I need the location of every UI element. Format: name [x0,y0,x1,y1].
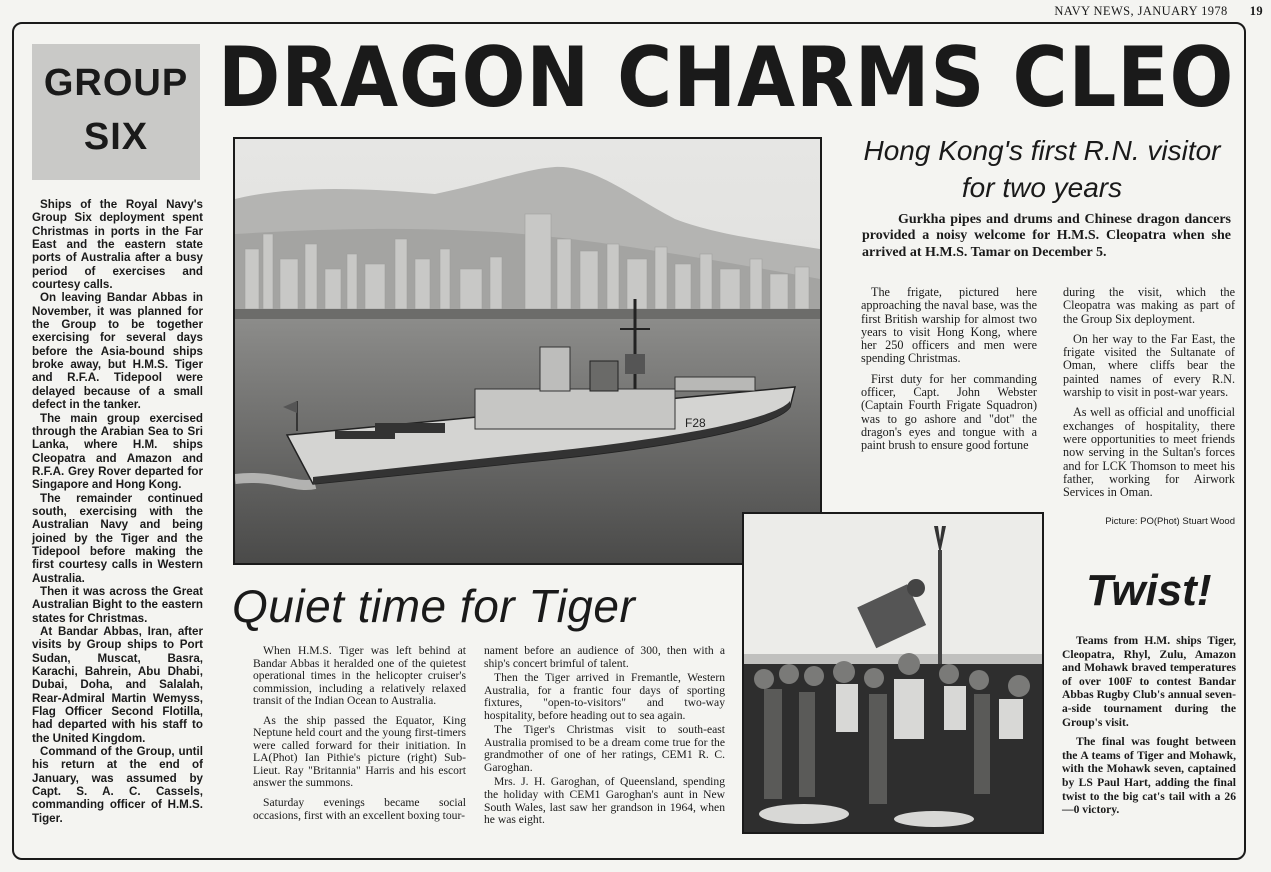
page-number: 19 [1249,4,1263,18]
paragraph: Teams from H.M. ships Tiger, Cleopatra, Rhyl, Zulu, Amazon and Mohawk braved temperatures of over 100F to contest Bandar Abbas Rugby Club's annual seven-a-side tournament during the Group's visit. [1062,634,1236,729]
paragraph: Saturday evenings became social occasions, first with an excellent boxing tour- [253,796,466,822]
paragraph: Then the Tiger arrived in Fremantle, Western Australia, for a frantic four days of sporting fixtures, "open-to-visitors" and two-way hospitality, before heading out to sea again. [484,671,725,722]
twist-column [1062,634,1236,823]
paragraph: during the visit, which the Cleopatra was making as part of the Group Six deployment. [1063,285,1235,326]
cleo-column-1 [861,286,1037,460]
paragraph: The main group exercised through the Arabian Sea to Sri Lanka, where H.M. ships Cleopatra and Amazon and R.F.A. Grey Rover departed for Singapore and Hong Kong. [32,411,203,492]
paragraph: At Bandar Abbas, Iran, after visits by Group ships to Port Sudan, Muscat, Basra, Karachi, Bahrein, Abu Dhabi, Dubai, Doha, and Salalah, Rear-Admiral Martin Wemyss, Flag Officer Second Flotilla, had departed with his staff to the United Kingdom. [32,625,203,745]
paragraph: As well as official and unofficial exchanges of hospitality, there were opportunities to meet friends now serving in the Sultan's forces and for LCK Thomson to meet his father, working for Airwork Services in Oman. [1063,405,1235,500]
photo-credit: Picture: PO(Phot) Stuart Wood [1105,516,1235,527]
paragraph: As the ship passed the Equator, King Neptune held court and the young first-timers were called forward for their initiation. In LA(Phot) Ian Pithie's picture (right) Sub-Lieut. Ray "Britannia" Harris and his escort answer the summons. [253,713,466,790]
main-headline: DRAGON CHARMS CLEO [218,29,1235,126]
paragraph: Ships of the Royal Navy's Group Six deployment spent Christmas in ports in the Far East and the eastern state ports of Australia after a busy period of exercises and courtesy calls. [32,198,203,292]
paragraph: Mrs. J. H. Garoghan, of Queensland, spending the holiday with CEM1 Garoghan's aunt in New South Wales, last saw her grandson in 1964, when he was eight. [484,775,725,827]
paragraph: First duty for her commanding officer, Capt. John Webster (Captain Fourth Frigate Squadron) was to go ashore and "dot" the dragon's eyes and tongue with a paint brush to ensure good fortune [861,371,1037,453]
tiger-column-1 [253,645,466,829]
publication-line: NAVY NEWS, JANUARY 1978 [1054,4,1228,18]
group-six-column [32,198,203,825]
paragraph: When H.M.S. Tiger was left behind at Bandar Abbas it heralded one of the quietest operational times in the helicopter cruiser's commission, including a relatively relaxed transit of the Indian Ocean to Australia. [253,644,466,708]
equator-ceremony-photo [742,512,1044,834]
masthead [1054,4,1263,19]
paragraph: Then it was across the Great Australian Bight to the eastern states for Christmas. [32,584,203,625]
paragraph: Command of the Group, until his return at the end of January, was assumed by Capt. S. A. C. Cassels, commanding officer of H.M.S. Tiger. [32,745,203,825]
cleo-column-2 [1063,286,1235,506]
paragraph: On leaving Bandar Abbas in November, it was planned for the Group to be together exercising for several days before the Asia-bound ships broke away, but H.M.S. Tiger and R.F.A. Tidepool were delayed because of a small defect in the tanker. [32,291,203,412]
pennant-number: F28 [685,416,706,430]
paragraph: The remainder continued south, exercising with the Australian Navy and being joined by the Tiger and the Tidepool before making the first courtesy calls in Western Australia. [32,491,203,585]
section-tag-line1: GROUP [43,62,189,104]
tiger-headline: Quiet time for Tiger [232,580,636,632]
paragraph: On her way to the Far East, the frigate visited the Sultanate of Oman, where cliffs bear the painted names of every R.N. warship to visit in post-war years. [1063,331,1235,400]
tiger-column-2 [484,645,725,829]
section-tag-line2: SIX [83,116,149,158]
cleo-deck: Hong Kong's first R.N. visitor for two years [863,135,1221,203]
cleo-lead: Gurkha pipes and drums and Chinese dragon dancers provided a noisy welcome for H.M.S. Cleopatra when she arrived at H.M.S. Tamar on December 5. [862,212,1231,260]
paragraph: The frigate, pictured here approaching the naval base, was the first British warship for almost two years to visit Hong Kong, where her 250 officers and men were spending Christmas. [861,285,1037,366]
frigate-photo [233,137,822,565]
section-tag [32,44,200,180]
paragraph: The Tiger's Christmas visit to south-east Australia promised to be a dream come true for the grandmother of one of her ratings, CEM1 R. C. Garoghan. [484,723,725,774]
paragraph: The final was fought between the A teams of Tiger and Mohawk, with the Mohawk seven, captained by LS Paul Hart, adding the final twist to the big cat's tail with a 26—0 victory. [1062,735,1236,817]
paragraph: nament before an audience of 300, then with a ship's concert brimful of talent. [484,644,725,670]
twist-headline: Twist! [1086,566,1212,615]
